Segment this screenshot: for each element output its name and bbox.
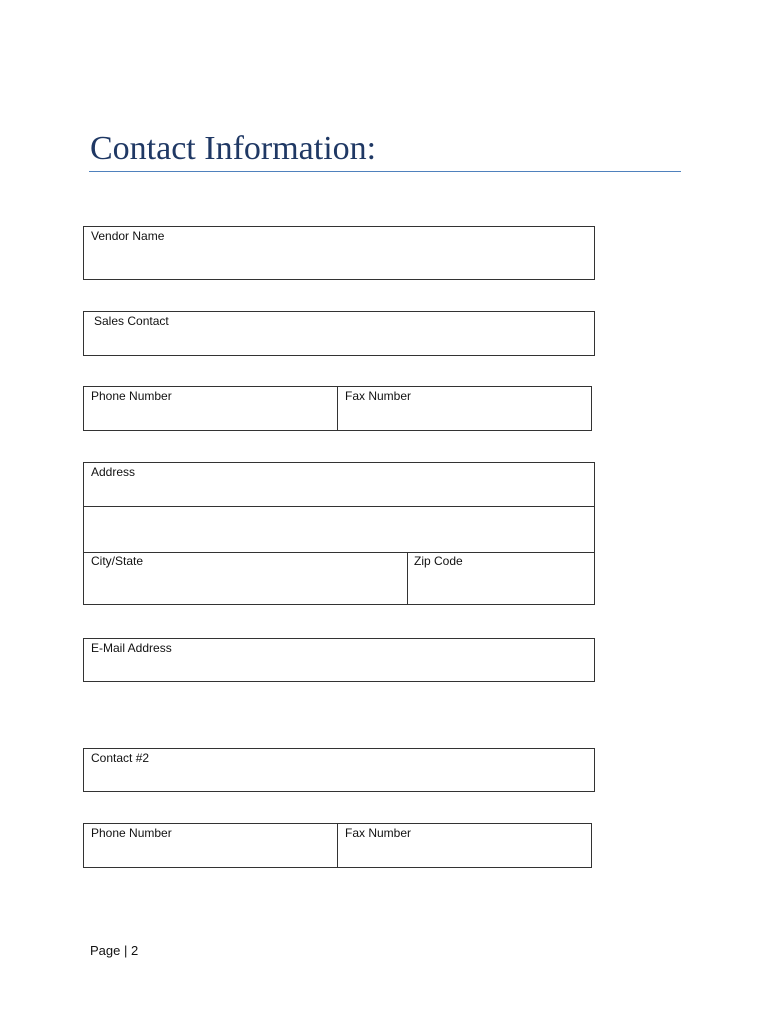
sales-contact-box [83, 311, 595, 356]
city-state-label: City/State [91, 554, 144, 568]
fax-number-label: Fax Number [345, 389, 412, 403]
fax-number-field[interactable] [345, 407, 585, 425]
contact-2-label: Contact #2 [91, 751, 150, 765]
city-zip-divider [407, 552, 408, 604]
address-line2-field[interactable] [91, 518, 585, 542]
address-line1-field[interactable] [91, 483, 585, 501]
page-title: Contact Information: [90, 130, 377, 167]
contact-2-box [83, 748, 595, 792]
contact-2-phone-fax-box [83, 823, 592, 868]
email-address-field[interactable] [91, 659, 585, 677]
address-label: Address [91, 465, 136, 479]
contact-2-phone-label: Phone Number [91, 826, 172, 840]
address-box [83, 462, 595, 605]
sales-contact-label: Sales Contact [94, 314, 169, 328]
phone-fax-box [83, 386, 592, 431]
contact-2-fax-label: Fax Number [345, 826, 412, 840]
contact-2-fax-field[interactable] [345, 844, 585, 862]
email-address-label: E-Mail Address [91, 641, 172, 655]
title-underline [89, 171, 681, 172]
sales-contact-field[interactable] [94, 332, 584, 350]
zip-code-label: Zip Code [414, 554, 463, 568]
contact-2-phone-fax-divider [337, 824, 338, 867]
contact-2-phone-field[interactable] [91, 844, 331, 862]
email-address-box [83, 638, 595, 682]
city-zip-row [84, 552, 594, 604]
phone-fax-divider [337, 387, 338, 430]
address-divider-1 [84, 506, 594, 507]
page-number: Page | 2 [90, 943, 139, 958]
phone-number-field[interactable] [91, 407, 331, 425]
zip-code-field[interactable] [414, 574, 584, 596]
contact-2-field[interactable] [91, 769, 585, 787]
vendor-name-label: Vendor Name [91, 229, 165, 243]
vendor-name-box [83, 226, 595, 280]
phone-number-label: Phone Number [91, 389, 172, 403]
vendor-name-field[interactable] [91, 249, 585, 271]
city-state-field[interactable] [91, 574, 401, 596]
